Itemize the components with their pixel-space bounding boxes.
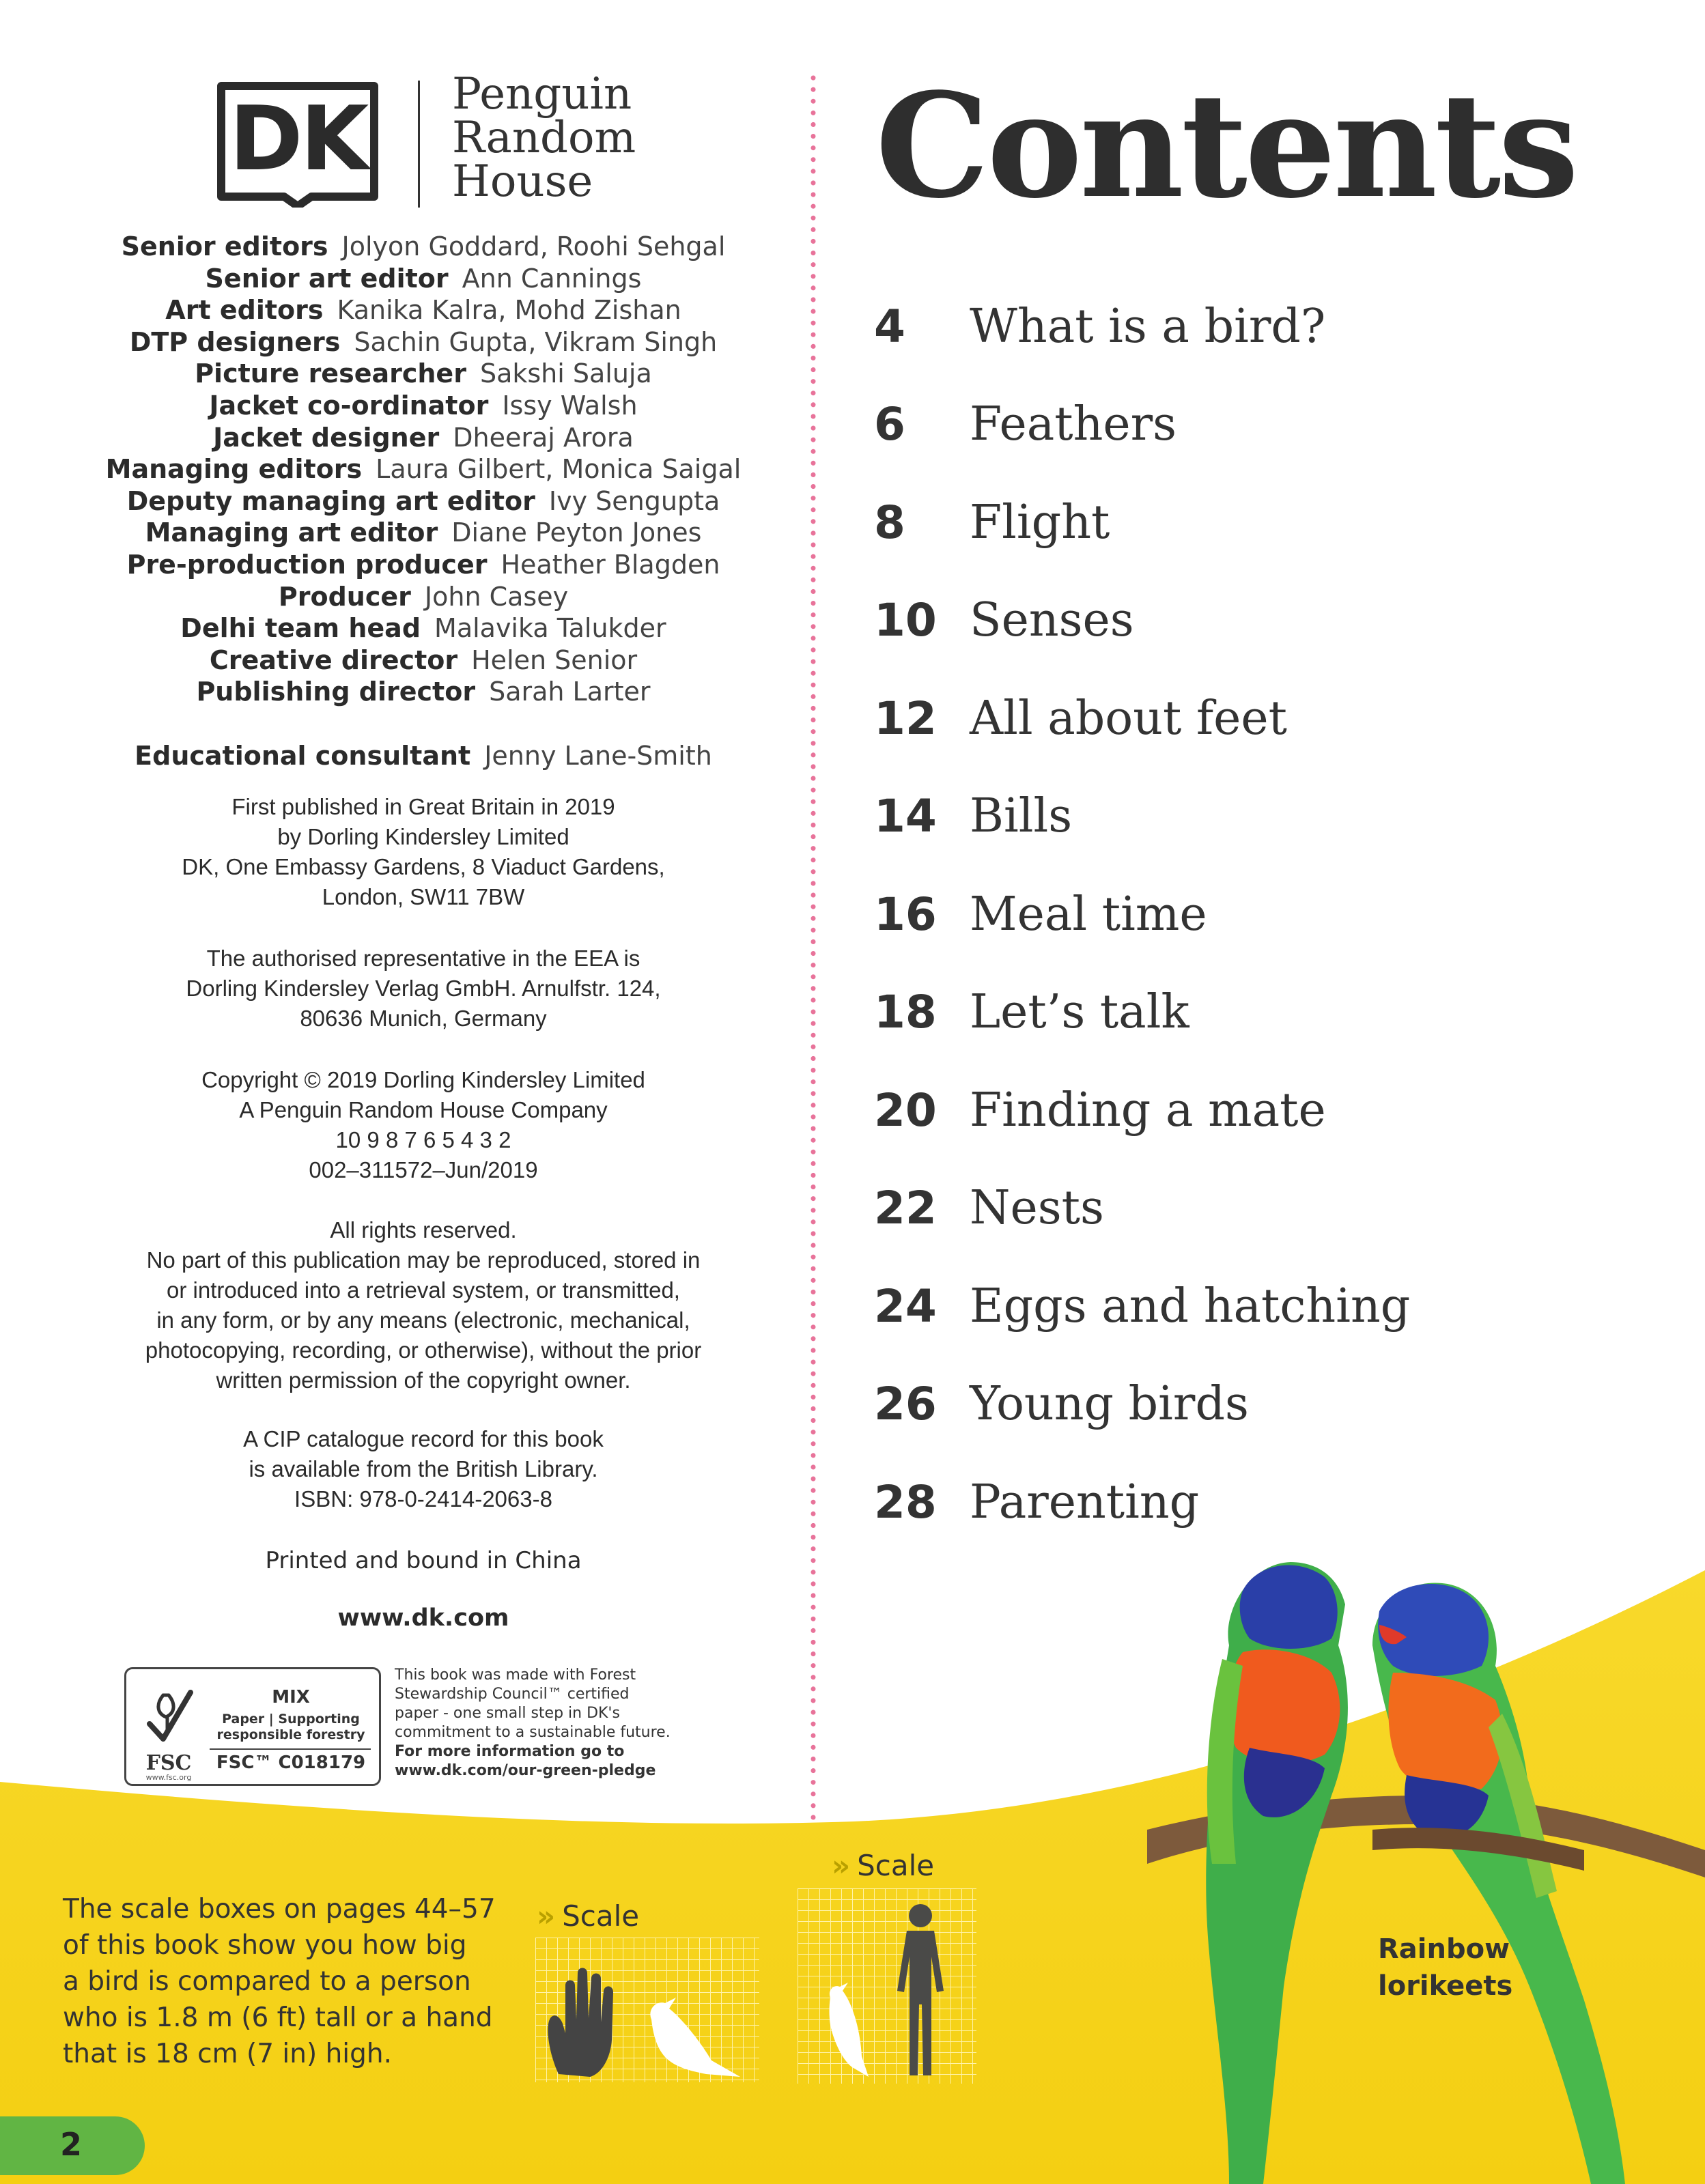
dk-penguin-logo <box>216 69 653 209</box>
fsc-certification-badge <box>124 1667 381 1786</box>
credit-role: Producer <box>278 581 411 612</box>
caption-line: Rainbow <box>1378 1933 1510 1965</box>
legal-line: A CIP catalogue record for this book <box>243 1426 604 1451</box>
credit-row <box>82 549 765 581</box>
toc-title: Let’s talk <box>970 985 1189 1039</box>
credit-role: DTP designers <box>129 326 341 357</box>
rights-block <box>82 1215 765 1395</box>
photo-caption <box>1378 1931 1512 2004</box>
credit-row <box>82 294 765 326</box>
legal-line: The authorised representative in the EEA is <box>206 946 640 971</box>
toc-title: Senses <box>970 593 1134 647</box>
credit-name: Kanika Kalra, Mohd Zishan <box>337 295 681 326</box>
scale-explanation <box>63 1891 496 2072</box>
credit-row <box>82 517 765 549</box>
legal-line: 10 9 8 7 6 5 4 3 2 <box>335 1127 511 1152</box>
credit-name: Malavika Talukder <box>434 613 666 644</box>
legal-line: 80636 Munich, Germany <box>300 1006 547 1031</box>
credit-role: Jacket co-ordinator <box>209 390 489 421</box>
credit-row <box>82 326 765 358</box>
page-number: 2 <box>60 2126 83 2163</box>
publisher-line: Penguin <box>452 69 632 119</box>
credit-row <box>82 581 765 613</box>
legal-line: First published in Great Britain in 2019 <box>231 794 615 819</box>
credit-row <box>82 453 765 485</box>
fsc-note-line: paper - one small step in DK's <box>395 1705 620 1722</box>
toc-page-number: 12 <box>874 692 937 745</box>
toc-page-number: 6 <box>874 398 905 451</box>
credit-row <box>82 390 765 422</box>
credit-name: Heather Blagden <box>501 549 720 580</box>
publisher-line: Random <box>452 113 636 163</box>
credit-role: Managing art editor <box>145 517 438 548</box>
legal-line: No part of this publication may be reproduced, stored in <box>146 1247 701 1273</box>
legal-line: photocopying, recording, or otherwise), without the prior <box>145 1337 702 1363</box>
website-link[interactable]: www.dk.com <box>337 1604 509 1632</box>
caption-line: lorikeets <box>1378 1970 1513 2002</box>
toc-title: Feathers <box>970 397 1177 451</box>
copyright-block <box>82 1065 765 1185</box>
fsc-paper-text <box>212 1712 369 1743</box>
toc-entry[interactable] <box>874 677 1287 759</box>
toc-page-number: 14 <box>874 790 937 842</box>
penguin-random-house-wordmark <box>452 69 636 207</box>
credit-role: Delhi team head <box>180 613 421 644</box>
scale-explanation-line: a bird is compared to a person <box>63 1966 471 1997</box>
credit-name: Sachin Gupta, Vikram Singh <box>354 326 718 357</box>
credit-row <box>82 422 765 454</box>
fsc-paper-line: Paper | Supporting <box>222 1712 360 1727</box>
scale-label-text: Scale <box>562 1899 640 1933</box>
toc-page-number: 4 <box>874 300 905 353</box>
toc-entry[interactable] <box>874 972 1189 1053</box>
publisher-line: House <box>452 156 593 207</box>
credits-list <box>82 231 765 708</box>
credit-row <box>82 231 765 263</box>
logo-divider <box>418 81 420 208</box>
chevron-icon: » <box>537 1899 556 1933</box>
credit-role: Jacket designer <box>213 422 440 453</box>
toc-page-number: 18 <box>874 986 937 1038</box>
fsc-pledge-link[interactable]: www.dk.com/our-green-pledge <box>395 1762 656 1779</box>
toc-title: Eggs and hatching <box>970 1279 1411 1333</box>
credit-name: Laura Gilbert, Monica Saigal <box>376 454 742 485</box>
fsc-note-line: Stewardship Council™ certified <box>395 1686 630 1703</box>
toc-title: What is a bird? <box>970 299 1326 354</box>
legal-line: ISBN: 978-0-2414-2063-8 <box>294 1486 552 1512</box>
credit-role: Art editors <box>165 295 324 326</box>
fsc-mix: MIX <box>272 1687 310 1707</box>
fsc-divider <box>210 1748 371 1750</box>
toc-page-number: 8 <box>874 496 905 549</box>
toc-entry[interactable] <box>874 776 1072 857</box>
toc-page-number: 16 <box>874 888 937 941</box>
credit-name: John Casey <box>424 581 569 612</box>
toc-page-number: 22 <box>874 1182 937 1234</box>
chevron-icon: » <box>832 1849 851 1882</box>
legal-line: by Dorling Kindersley Limited <box>277 824 569 849</box>
toc-entry[interactable] <box>874 1069 1326 1151</box>
toc-title: Finding a mate <box>970 1083 1326 1137</box>
legal-line: is available from the British Library. <box>249 1456 598 1481</box>
credit-role: Pre-production producer <box>126 549 488 580</box>
credit-role: Managing editors <box>105 454 363 485</box>
toc-page-number: 24 <box>874 1279 937 1333</box>
legal-line: Copyright © 2019 Dorling Kindersley Limited <box>201 1067 645 1092</box>
credit-row <box>82 676 765 708</box>
legal-line: written permission of the copyright owner. <box>216 1367 631 1393</box>
credit-row <box>82 358 765 390</box>
contents-title: Contents <box>875 61 1577 230</box>
fsc-website-small: www.fsc.org <box>145 1773 192 1782</box>
scale-box-hand <box>535 1938 759 2082</box>
dk-wordmark: DK <box>229 87 367 190</box>
legal-line: London, SW11 7BW <box>322 884 525 909</box>
lorikeet-right <box>1372 1583 1625 2184</box>
legal-line: 002–311572–Jun/2019 <box>309 1157 538 1182</box>
legal-line: DK, One Embassy Gardens, 8 Viaduct Gardens, <box>182 854 665 879</box>
legal-line: or introduced into a retrieval system, or transmitted, <box>167 1277 680 1303</box>
scale-label-text: Scale <box>857 1849 935 1882</box>
toc-title: Bills <box>970 789 1073 843</box>
fsc-note-line: This book was made with Forest <box>395 1667 636 1684</box>
toc-entry[interactable] <box>874 384 1176 466</box>
consultant-credit <box>82 740 765 772</box>
scale-label-hand <box>537 1899 639 1933</box>
credit-row <box>82 263 765 295</box>
toc-entry[interactable] <box>874 873 1207 955</box>
credit-name: Ann Cannings <box>462 263 642 294</box>
credit-role: Senior art editor <box>205 263 449 294</box>
credit-name: Jenny Lane-Smith <box>484 741 712 771</box>
toc-entry[interactable] <box>874 1363 1249 1445</box>
legal-line: in any form, or by any means (electronic, mechanical, <box>156 1307 690 1333</box>
scale-box-person <box>798 1888 976 2084</box>
first-published-block <box>82 792 765 912</box>
fsc-paper-line: responsible forestry <box>216 1727 365 1742</box>
fsc-more-info-line: For more information go to <box>395 1743 625 1760</box>
toc-page-number: 26 <box>874 1378 937 1430</box>
fsc-code: FSC™ C018179 <box>216 1753 366 1773</box>
fsc-note <box>395 1666 777 1781</box>
scale-explanation-line: The scale boxes on pages 44–57 <box>63 1894 496 1925</box>
toc-entry[interactable] <box>874 481 1110 563</box>
page-number-tab <box>0 2116 145 2175</box>
legal-line: Dorling Kindersley Verlag GmbH. Arnulfstr. 124, <box>186 976 661 1001</box>
credit-role: Deputy managing art editor <box>126 485 535 516</box>
column-divider-dots <box>809 75 817 1823</box>
scale-label-person <box>832 1849 934 1882</box>
toc-title: Flight <box>970 495 1110 550</box>
credit-role: Senior editors <box>121 231 328 261</box>
toc-entry[interactable] <box>874 285 1325 367</box>
scale-explanation-line: who is 1.8 m (6 ft) tall or a hand <box>63 2002 493 2033</box>
credit-row <box>82 612 765 644</box>
toc-page-number: 10 <box>874 594 937 647</box>
cip-block <box>82 1424 765 1514</box>
toc-title: All about feet <box>970 691 1287 746</box>
legal-line: A Penguin Random House Company <box>239 1097 608 1122</box>
fsc-note-line: commitment to a sustainable future. <box>395 1724 671 1741</box>
credit-name: Ivy Sengupta <box>548 485 720 516</box>
scale-explanation-line: that is 18 cm (7 in) high. <box>63 2039 393 2069</box>
eea-representative-block <box>82 944 765 1034</box>
fsc-label: FSC <box>145 1751 192 1775</box>
toc-page-number: 20 <box>874 1083 937 1137</box>
legal-line: All rights reserved. <box>330 1217 517 1243</box>
credit-role: Educational consultant <box>135 741 471 771</box>
toc-title: Young birds <box>970 1377 1249 1431</box>
scale-explanation-line: of this book show you how big <box>63 1930 467 1961</box>
credit-name: Helen Senior <box>471 644 638 675</box>
toc-title: Parenting <box>970 1475 1200 1529</box>
credit-role: Publishing director <box>196 677 476 707</box>
lorikeet-left <box>1206 1562 1348 2184</box>
fsc-tree-check-icon <box>136 1683 201 1751</box>
toc-entry[interactable] <box>874 580 1134 662</box>
toc-entry[interactable] <box>874 1265 1410 1347</box>
toc-title: Meal time <box>970 887 1207 941</box>
credit-name: Dheeraj Arora <box>453 422 634 453</box>
toc-entry[interactable] <box>874 1167 1104 1249</box>
credit-name: Diane Peyton Jones <box>451 517 702 548</box>
credit-row <box>82 485 765 517</box>
credit-role: Picture researcher <box>195 358 466 389</box>
credit-role: Creative director <box>209 644 458 675</box>
printed-in: Printed and bound in China <box>265 1547 582 1574</box>
toc-page-number: 28 <box>874 1475 937 1529</box>
credit-name: Issy Walsh <box>502 390 638 421</box>
credit-row <box>82 644 765 677</box>
toc-title: Nests <box>970 1181 1104 1235</box>
rainbow-lorikeets-photo <box>1147 1509 1705 2184</box>
credit-name: Jolyon Goddard, Roohi Sehgal <box>341 231 726 261</box>
credit-name: Sakshi Saluja <box>479 358 652 389</box>
credit-name: Sarah Larter <box>489 677 651 707</box>
